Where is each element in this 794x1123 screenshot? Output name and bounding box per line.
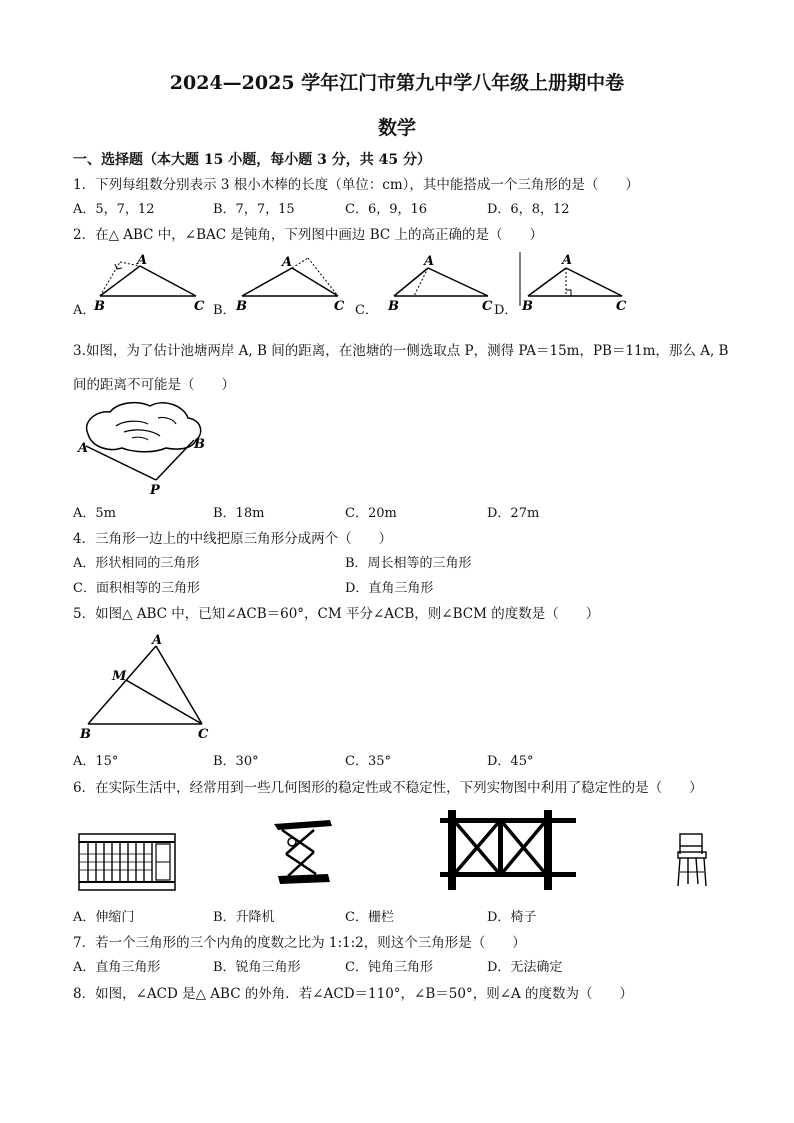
q5-option-a[interactable]: A．15° [73,754,119,769]
q3-option-d[interactable]: D．27m [487,506,540,521]
q4-option-b[interactable]: B．周长相等的三角形 [345,556,472,571]
label-c: C [616,299,627,314]
label-a: A [424,254,435,269]
question-3-stem-line2: 间的距离不可能是（ ） [73,377,235,393]
subject-title: 数学 [377,117,416,139]
q7-option-a[interactable]: A．直角三角形 [73,960,161,975]
q2-figure-d [518,250,634,314]
q2-option-d[interactable]: D． [494,303,518,318]
q6-option-c[interactable]: C．栅栏 [345,910,394,925]
q3-option-c[interactable]: C．20m [345,506,397,521]
q3-option-a[interactable]: A．5m [73,506,116,521]
question-2-stem: 2．在△ ABC 中，∠BAC 是钝角，下列图中画边 BC 上的高正确的是（ ） [73,227,543,243]
label-b: B [80,727,91,742]
q2-option-a[interactable]: A． [73,303,96,318]
q6-option-d[interactable]: D．椅子 [487,910,537,925]
q5-option-d[interactable]: D．45° [487,754,534,769]
label-b: B [194,437,205,452]
q7-option-d[interactable]: D．无法确定 [487,960,563,975]
q5-triangle-figure [74,634,214,744]
q2-option-b[interactable]: B． [213,303,236,318]
label-a: A [562,253,573,268]
label-b: B [236,299,247,314]
question-5-stem: 5．如图△ ABC 中，已知∠ACB＝60°，CM 平分∠ACB，则∠BCM 的度数是（ ） [73,606,600,622]
label-b: B [388,299,399,314]
q6-chair-image [674,832,714,888]
q1-option-a[interactable]: A．5，7，12 [73,202,155,217]
q7-option-b[interactable]: B．锐角三角形 [213,960,301,975]
q2-figure-a [90,252,210,314]
label-b: B [94,299,105,314]
label-m: M [112,669,127,684]
q2-figure-c [384,252,500,314]
q4-option-a[interactable]: A．形状相同的三角形 [73,556,200,571]
q2-option-c[interactable]: C． [355,303,378,318]
section-heading: 一、选择题（本大题 15 小题，每小题 3 分，共 45 分） [73,152,431,168]
question-4-stem: 4．三角形一边上的中线把原三角形分成两个（ ） [73,531,393,547]
label-c: C [194,299,205,314]
q7-option-c[interactable]: C．钝角三角形 [345,960,433,975]
q6-scissor-lift-image [268,816,338,888]
question-7-stem: 7．若一个三角形的三个内角的度数之比为 1:1:2，则这个三角形是（ ） [73,935,526,951]
label-a: A [152,634,163,648]
question-1-stem: 1．下列每组数分别表示 3 根小木棒的长度（单位：cm），其中能搭成一个三角形的是（ ） [73,177,639,193]
page-title: 2024—2025 学年江门市第九中学八年级上册期中卷 [169,72,625,94]
question-6-stem: 6．在实际生活中，经常用到一些几何图形的稳定性或不稳定性，下列实物图中利用了稳定性的是（ ） [73,780,703,796]
label-c: C [482,299,493,314]
q1-option-b[interactable]: B．7，7，15 [213,202,295,217]
q4-option-c[interactable]: C．面积相等的三角形 [73,581,200,596]
q5-option-b[interactable]: B．30° [213,754,259,769]
q6-fence-image [440,806,576,892]
q6-option-b[interactable]: B．升降机 [213,910,275,925]
label-p: P [150,483,160,498]
q4-option-d[interactable]: D．直角三角形 [345,581,434,596]
q3-pond-figure [76,394,216,498]
question-3-stem-line1: 3.如图，为了估计池塘两岸 A, B 间的距离，在池塘的一侧选取点 P，测得 PA＝15m，PB＝11m，那么 A, B [73,343,729,359]
q1-option-c[interactable]: C．6，9，16 [345,202,428,217]
q1-option-d[interactable]: D．6，8，12 [487,202,570,217]
q5-option-c[interactable]: C．35° [345,754,391,769]
q2-figure-b [232,252,352,314]
label-b: B [522,299,533,314]
question-8-stem: 8．如图，∠ACD 是△ ABC 的外角．若∠ACD＝110°，∠B＝50°，则∠A 的度数为（ ） [73,986,634,1002]
q6-retractable-gate-image [78,832,178,892]
q3-option-b[interactable]: B．18m [213,506,265,521]
label-c: C [198,727,209,742]
label-c: C [334,299,345,314]
label-a: A [78,441,89,456]
label-a: A [137,253,148,268]
q6-option-a[interactable]: A．伸缩门 [73,910,135,925]
label-a: A [282,255,293,270]
